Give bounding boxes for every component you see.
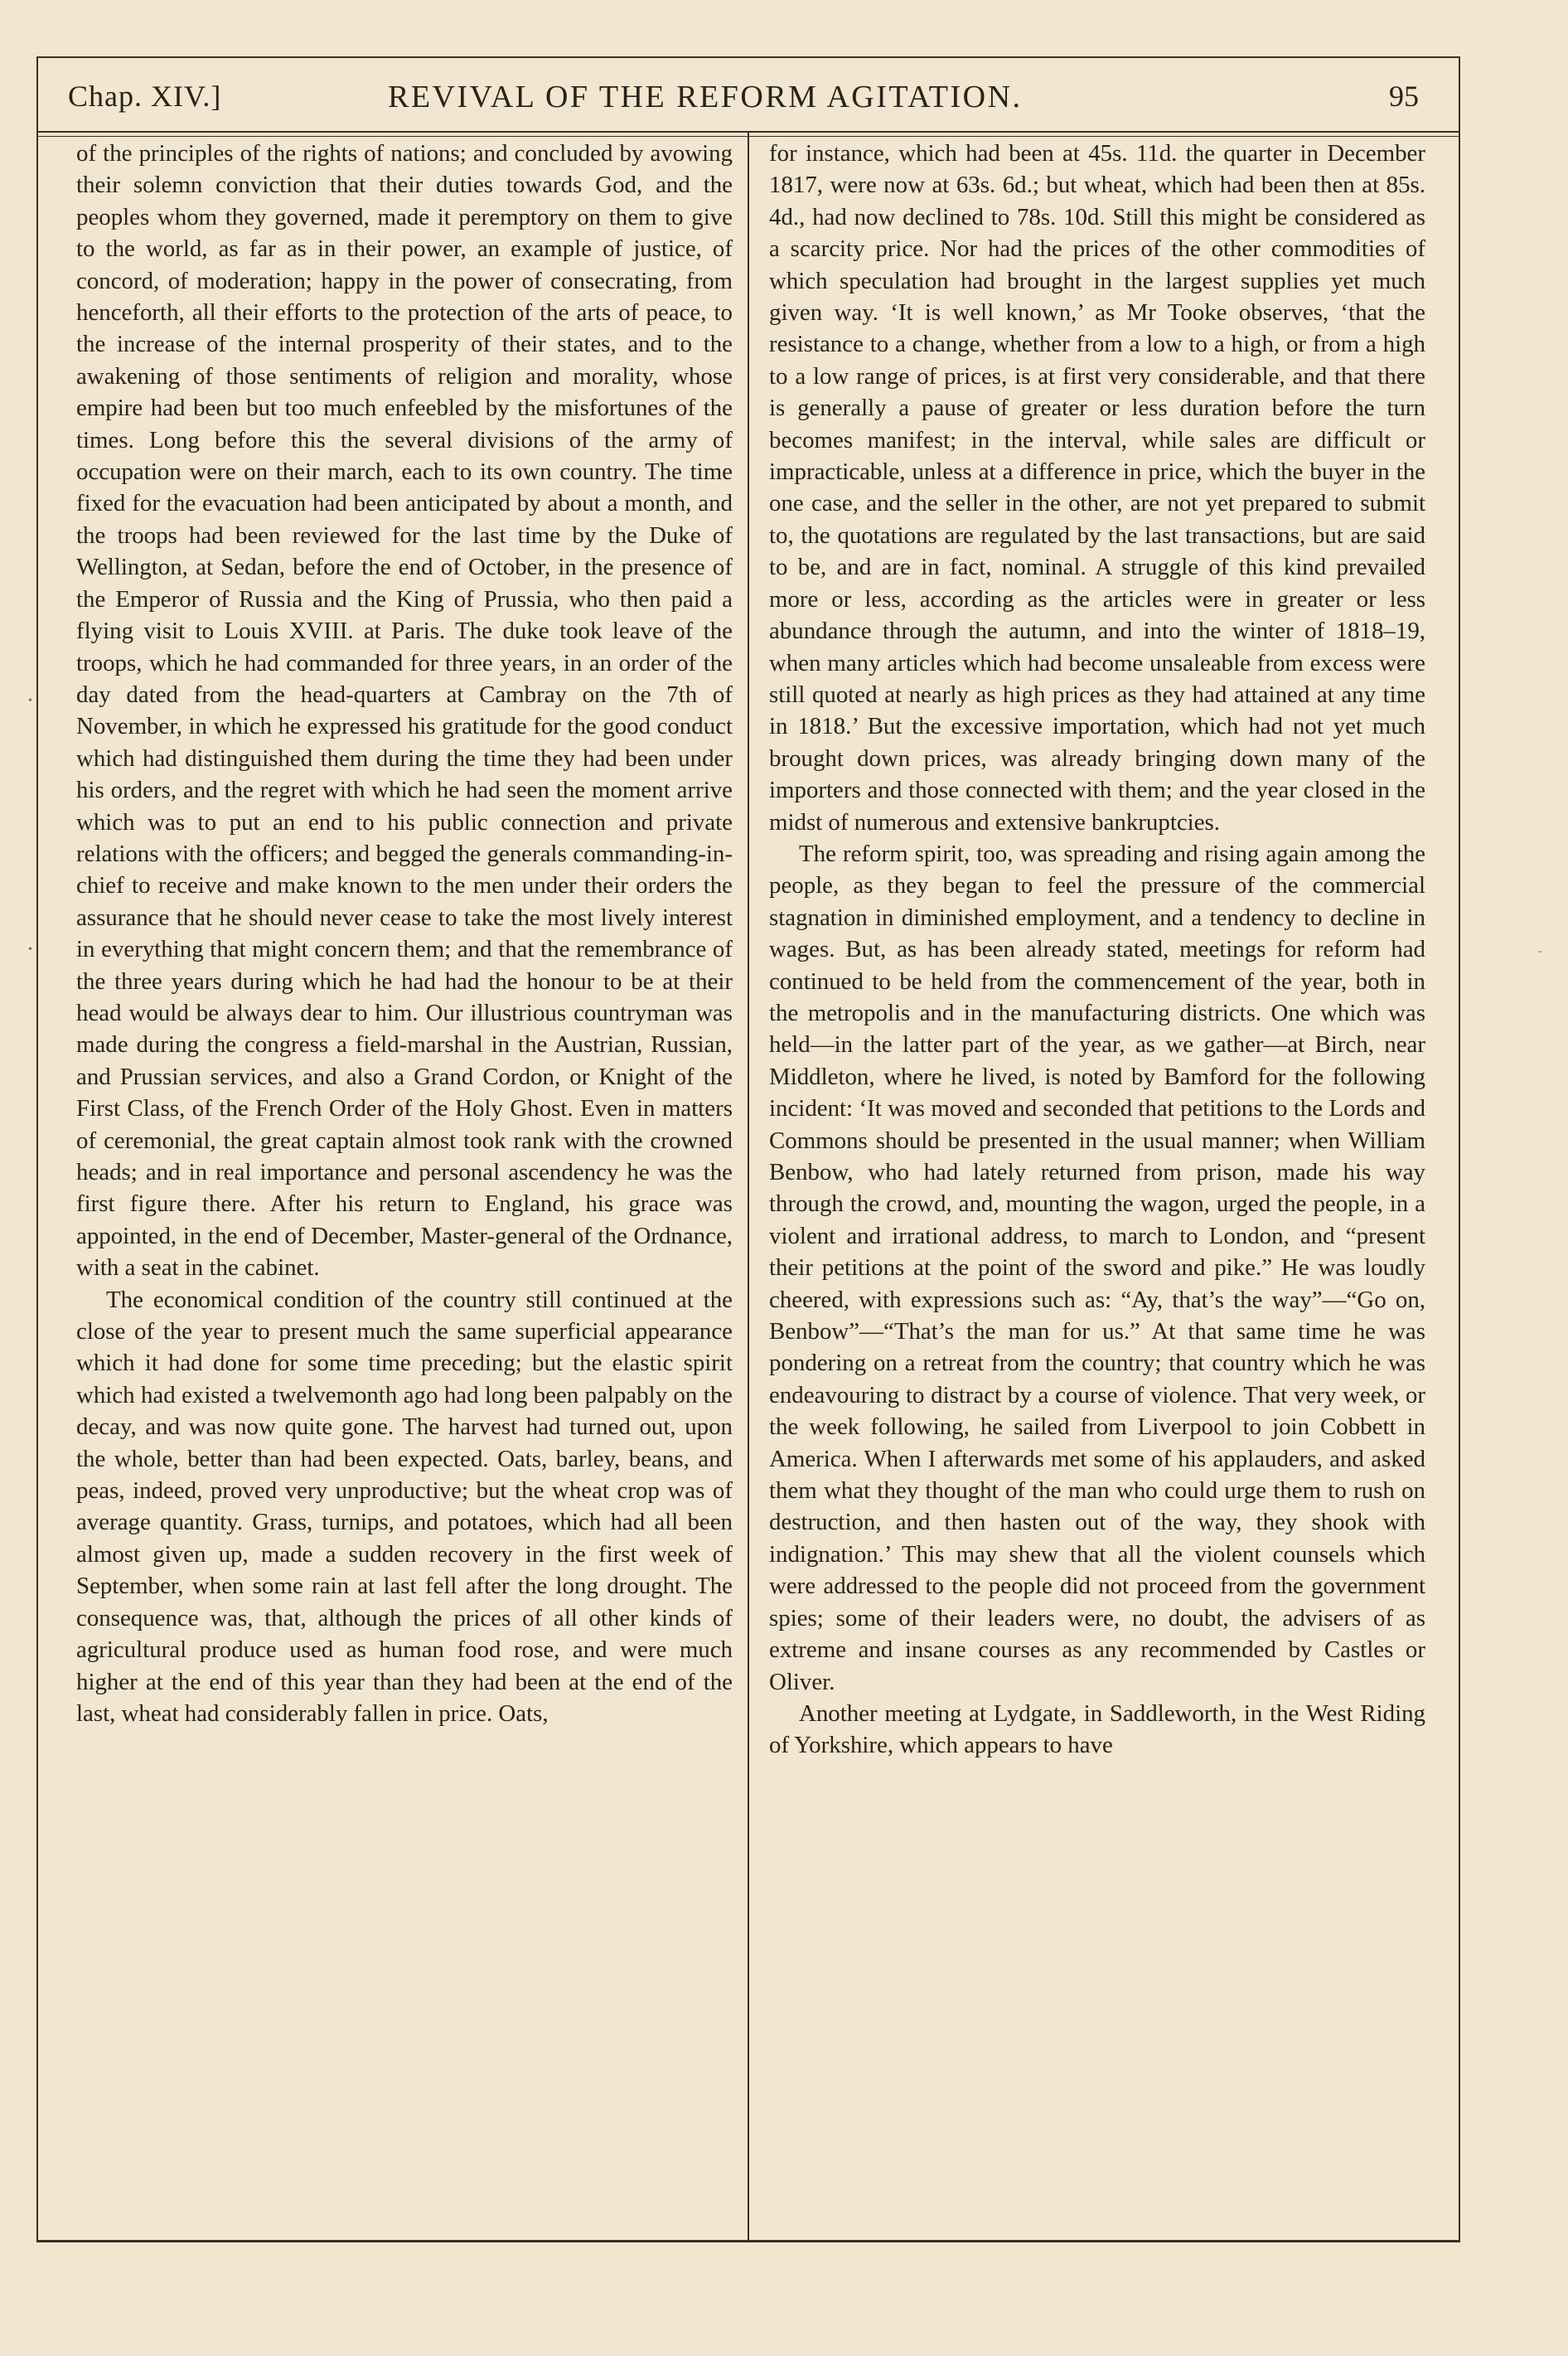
left-paragraph-1: of the principles of the rights of nations; and concluded by avowing their solemn conviction that their duties towards God, and the peoples whom they governed, made it peremptory on them to give to the world, as far as in their power, an example of justice, of concord, of moderation; happy in the power of consecrating, from henceforth, all their efforts to the protection of the arts of peace, to the increase of the internal prosperity of their states, and to the awakening of those sentiments of religion and morality, whose empire had been but too much enfeebled by the misfortunes of the times. Long before this the several divisions of the army of occupation were on their march, each to its own country. The time fixed for the evacuation had been anticipated by about a month, and the troops had been reviewed for the last time by the Duke of Wellington, at Sedan, before the end of October, in the presence of the Emperor of Russia and the King of Prussia, who then paid a flying visit to Louis XVIII. at Paris. The duke took leave of the troops, which he had commanded for three years, in an order of the day dated from the head-quarters at Cambray on the 7th of November, in which he expressed his gratitude for the good conduct which had distinguished them during the time they had been under his orders, and the regret with which he had seen the moment arrive which was to put an end to his public connection and private relations with the officers; and begged the generals commanding-in-chief to receive and make known to the men under their orders the assurance that he should never cease to take the most lively interest in everything that might concern them; and that the remembrance of the three years during which he had had the honour to be at their head would be always dear to him. Our illustrious countryman was made during the congress a field-marshal in the Austrian, Russian, and Prussian services, and also a Grand Cordon, or Knight of the First Class, of the French Order of the Holy Ghost. Even in matters of ceremonial, the great captain almost took rank with the crowned heads; and in real importance and personal ascendency he was the first figure there. After his return to England, his grace was appointed, in the end of December, Master-general of the Ordnance, with a seat in the cabinet. [76, 140, 733, 1282]
margin-speck: - [1538, 945, 1542, 957]
running-head-chapter: Chap. XIV.] [68, 80, 222, 113]
frame-top-rule [36, 56, 1460, 58]
right-column [769, 138, 1425, 1762]
right-paragraph-1: for instance, which had been at 45s. 11d. the quarter in December 1817, were now at 63s. 6d.; but wheat, which had been then at 85s. 4d., had now declined to 78s. 10d. Still this might be considered as a scarcity price. Nor had the prices of the other commodities of which speculation had brought in the largest supplies yet much given way. ‘It is well known,’ as Mr Tooke observes, ‘that the resistance to a change, whether from a low to a high, or from a high to a low range of prices, is at first very considerable, and that there is generally a pause of greater or less duration before the turn becomes manifest; in the interval, while sales are difficult or impracticable, unless at a difference in price, which the buyer in the one case, and the seller in the other, are not yet prepared to submit to, the quotations are regulated by the last transactions, but are said to be, and are in fact, nominal. A struggle of this kind prevailed more or less, according as the articles were in greater or less abundance through the autumn, and into the winter of 1818–19, when many articles which had become unsaleable from excess were still quoted at nearly as high prices as they had attained at any time in 1818.’ But the excessive importation, which had not yet much brought down prices, was already bringing down many of the importers and those connected with them; and the year closed in the midst of numerous and extensive bankruptcies. [769, 140, 1425, 836]
left-paragraph-2: The economical condition of the country still continued at the close of the year to present much the same superficial appearance which it had done for some time preceding; but the elastic spirit which had existed a twelvemonth ago had long been palpably on the decay, and was now quite gone. The harvest had turned out, upon the whole, better than had been expected. Oats, barley, beans, and peas, indeed, proved very unproductive; but the wheat crop was of average quantity. Grass, turnips, and potatoes, which had all been almost given up, made a sudden recovery in the first week of September, when some rain at last fell after the long drought. The consequence was, that, although the prices of all other kinds of agricultural produce used as human food rose, and were much higher at the end of this year than they had been at the end of the last, wheat had considerably fallen in price. Oats, [76, 1286, 733, 1727]
margin-speck: • [28, 695, 32, 707]
frame-right-rule [1459, 56, 1460, 2242]
page-number: 95 [1389, 80, 1419, 113]
frame-bottom-rule [36, 2240, 1460, 2242]
margin-speck: • [28, 943, 32, 956]
column-divider [748, 133, 749, 2240]
running-head-title: REVIVAL OF THE REFORM AGITATION. [388, 80, 1023, 114]
frame-left-rule [36, 56, 38, 2242]
right-paragraph-3: Another meeting at Lydgate, in Saddleworth, in the West Riding of Yorkshire, which appears to have [769, 1699, 1425, 1759]
right-paragraph-2: The reform spirit, too, was spreading and rising again among the people, as they began to feel the pressure of the commercial stagnation in diminished employment, and a tendency to decline in wages. But, as has been already stated, meetings for reform had continued to be held from the commencement of the year, both in the metropolis and in the manufacturing districts. One which was held—in the latter part of the year, as we gather—at Birch, near Middleton, where he lived, is noted by Bamford for the following incident: ‘It was moved and seconded that petitions to the Lords and Commons should be presented in the usual manner; when William Benbow, who had lately returned from prison, made his way through the crowd, and, mounting the wagon, urged the people, in a violent and irrational address, to march to London, and “present their petitions at the point of the sword and pike.” He was loudly cheered, with expressions such as: “Ay, that’s the way”—“Go on, Benbow”—“That’s the man for us.” At that same time he was pondering on a retreat from the country; that country which he was endeavouring to distract by a course of violence. That very week, or the week following, he sailed from Liverpool to join Cobbett in America. When I afterwards met some of his applauders, and asked them what they thought of the man who could urge them to rush on destruction, and then hasten out of the way, they shook with indignation.’ This may shew that all the violent counsels which were addressed to the people did not proceed from the government spies; some of their leaders were, no doubt, the advisers of as extreme and insane courses as any recommended by Castles or Oliver. [769, 840, 1425, 1695]
left-column [76, 138, 733, 1729]
